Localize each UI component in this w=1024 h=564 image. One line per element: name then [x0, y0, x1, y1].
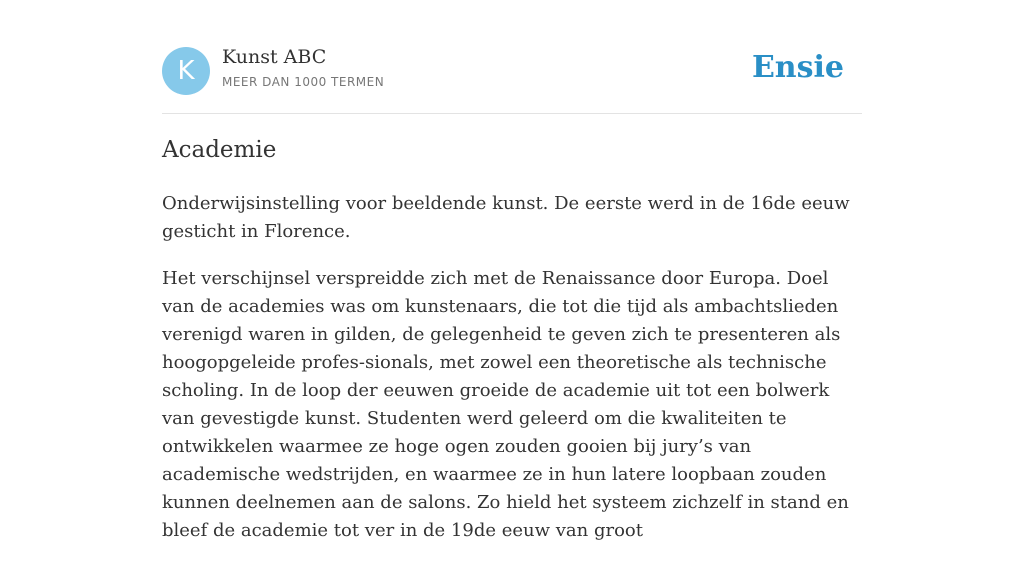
- article-paragraph: Het verschijnsel verspreidde zich met de Renaissance door Europa. Doel van de academies was om kunstenaars, die tot die tijd als ambachtslieden verenigd waren in gilden, de gelegenheid te geven zich te presenteren als hoogopgeleide profes-sionals, met zowel een theoretische als technische scholing. In de loop der eeuwen groeide de academie uit tot een bolwerk van gevestigde kunst. Studenten werd geleerd om die kwaliteiten te ontwikkelen waarmee ze hoge ogen zouden gooien bij jury’s van academische wedstrijden, en waarmee ze in hun latere loopbaan zouden kunnen deelnemen aan de salons. Zo hield het systeem zichzelf in stand en bleef de academie tot ver in de 19de eeuw van groot: [162, 268, 849, 541]
- content-container: [162, 0, 862, 541]
- article-title: Academie: [162, 137, 277, 163]
- source-avatar[interactable]: K: [162, 47, 210, 95]
- brand-logo-link[interactable]: Ensie: [751, 50, 844, 85]
- article-paragraph: Onderwijsinstelling voor beeldende kunst. De eerste werd in de 16de eeuw gesticht in Florence.: [162, 193, 850, 242]
- header: [162, 0, 862, 114]
- source-name[interactable]: Kunst ABC: [222, 46, 327, 68]
- article-body: [162, 190, 862, 564]
- source-subtitle: MEER DAN 1000 TERMEN: [222, 75, 385, 89]
